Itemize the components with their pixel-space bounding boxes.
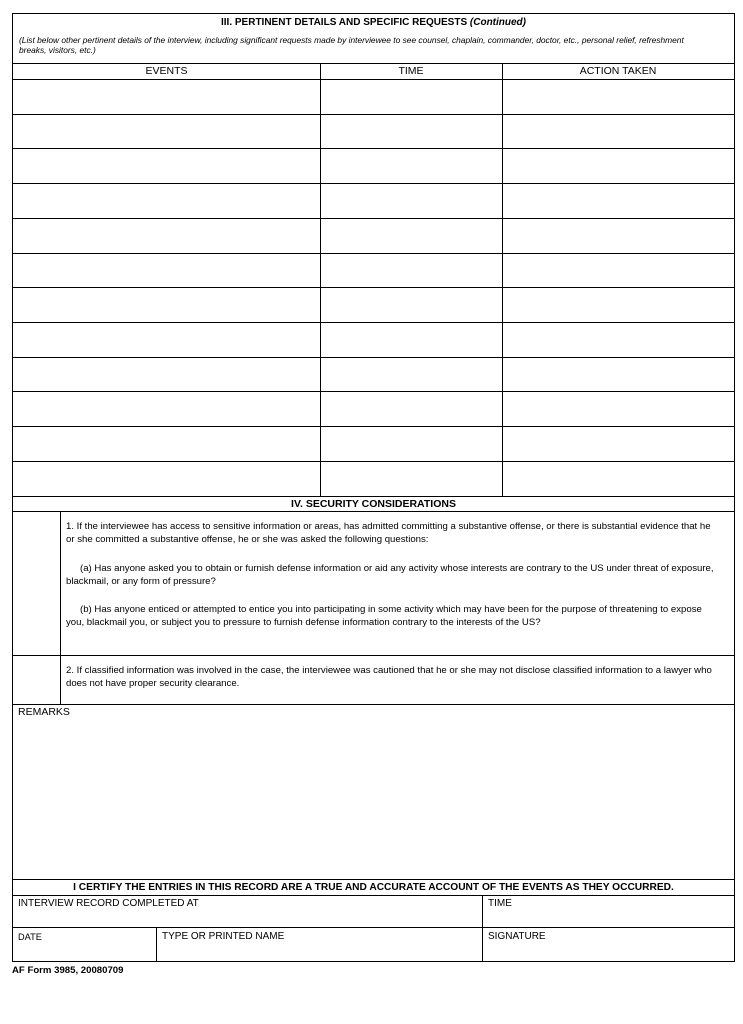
- time-cell[interactable]: [320, 184, 502, 218]
- completed-at-field[interactable]: [13, 895, 482, 927]
- time-cell[interactable]: [320, 288, 502, 322]
- events-cell[interactable]: [13, 427, 320, 461]
- events-cell[interactable]: [13, 462, 320, 497]
- section4-title: IV. SECURITY CONSIDERATIONS: [291, 498, 456, 510]
- events-row: [13, 218, 734, 253]
- events-cell[interactable]: [13, 149, 320, 183]
- remarks-label: REMARKS: [18, 706, 70, 718]
- events-cell[interactable]: [13, 323, 320, 357]
- events-row: [13, 253, 734, 288]
- signature-field[interactable]: [482, 927, 734, 961]
- events-row: [13, 322, 734, 357]
- action-taken-cell[interactable]: [502, 462, 734, 497]
- divider: [13, 655, 734, 656]
- security-item-1a: (a) Has anyone asked you to obtain or furnish defense information or aid any activity whose interests are contrary to the US under threat of exposure, blackmail, or any form of pressure?: [66, 563, 714, 587]
- events-row: [13, 114, 734, 149]
- item1-checkbox[interactable]: [13, 511, 60, 655]
- section3-title-text: III. PERTINENT DETAILS AND SPECIFIC REQUESTS: [220, 17, 468, 28]
- printed-name-field[interactable]: [156, 927, 482, 961]
- remarks-field[interactable]: [13, 720, 734, 878]
- events-row: [13, 287, 734, 322]
- time-cell[interactable]: [320, 427, 502, 461]
- column-header-events: EVENTS: [145, 65, 188, 77]
- printed-name-label: TYPE OR PRINTED NAME: [162, 931, 285, 942]
- section3-instructions: (List below other pertinent details of the interview, including significant requests made by interviewee to see counsel, chaplain, commander, doctor, etc., personal relief, refreshment breaks, visitors, etc.): [19, 35, 684, 55]
- section3-title: [13, 17, 734, 28]
- events-row: [13, 461, 734, 497]
- action-taken-cell[interactable]: [502, 323, 734, 357]
- time-cell[interactable]: [320, 392, 502, 426]
- divider: [13, 704, 734, 705]
- security-item-2: 2. If classified information was involved in the case, the interviewee was cautioned that he or she may not disclose classified information to a lawyer who does not have proper security clearance.: [66, 665, 712, 689]
- section3-title-suffix: (Continued): [469, 17, 526, 28]
- events-cell[interactable]: [13, 358, 320, 392]
- action-taken-cell[interactable]: [502, 392, 734, 426]
- action-taken-cell[interactable]: [502, 288, 734, 322]
- events-cell[interactable]: [13, 288, 320, 322]
- item2-checkbox[interactable]: [13, 655, 60, 704]
- events-row: [13, 357, 734, 392]
- action-taken-cell[interactable]: [502, 184, 734, 218]
- certification-statement: I CERTIFY THE ENTRIES IN THIS RECORD ARE A TRUE AND ACCURATE ACCOUNT OF THE EVENTS AS THEY OCCURRED.: [73, 882, 674, 893]
- action-taken-cell[interactable]: [502, 149, 734, 183]
- events-row: [13, 391, 734, 426]
- time-cell[interactable]: [320, 115, 502, 149]
- time-cell[interactable]: [320, 323, 502, 357]
- action-taken-cell[interactable]: [502, 80, 734, 114]
- time-cell[interactable]: [320, 358, 502, 392]
- events-row: [13, 148, 734, 183]
- time-cell[interactable]: [320, 254, 502, 288]
- events-cell[interactable]: [13, 184, 320, 218]
- time-cell[interactable]: [320, 80, 502, 114]
- action-taken-cell[interactable]: [502, 358, 734, 392]
- time-label: TIME: [488, 898, 512, 909]
- time-cell[interactable]: [320, 462, 502, 497]
- af-form-3985-page: [12, 13, 735, 962]
- signature-label: SIGNATURE: [488, 931, 546, 942]
- column-header-action-taken: ACTION TAKEN: [579, 65, 657, 77]
- time-cell[interactable]: [320, 219, 502, 253]
- events-row: [13, 79, 734, 114]
- action-taken-cell[interactable]: [502, 427, 734, 461]
- events-row: [13, 183, 734, 218]
- date-field[interactable]: [13, 927, 156, 961]
- checkbox-column-divider: [60, 511, 61, 704]
- events-cell[interactable]: [13, 254, 320, 288]
- time-cell[interactable]: [320, 149, 502, 183]
- completed-at-label: INTERVIEW RECORD COMPLETED AT: [18, 898, 199, 909]
- form-identifier: AF Form 3985, 20080709: [12, 965, 124, 976]
- events-cell[interactable]: [13, 219, 320, 253]
- date-label: DATE: [18, 932, 42, 942]
- action-taken-cell[interactable]: [502, 219, 734, 253]
- events-cell[interactable]: [13, 80, 320, 114]
- events-cell[interactable]: [13, 115, 320, 149]
- divider: [13, 879, 734, 880]
- events-cell[interactable]: [13, 392, 320, 426]
- security-item-1b: (b) Has anyone enticed or attempted to entice you into participating in some activity which may have been for the purpose of threatening to expose you, blackmail you, or subject you to pressure to furnish defense information contrary to the interests of the US?: [66, 604, 702, 628]
- events-row: [13, 426, 734, 461]
- security-item-1: 1. If the interviewee has access to sensitive information or areas, has admitted committing a substantive offense, or there is substantial evidence that he or she committed a substantive offense, he or she was asked the following questions:: [66, 521, 711, 545]
- column-header-time: TIME: [398, 65, 424, 77]
- action-taken-cell[interactable]: [502, 254, 734, 288]
- time-field[interactable]: [482, 895, 734, 927]
- divider: [13, 511, 734, 512]
- action-taken-cell[interactable]: [502, 115, 734, 149]
